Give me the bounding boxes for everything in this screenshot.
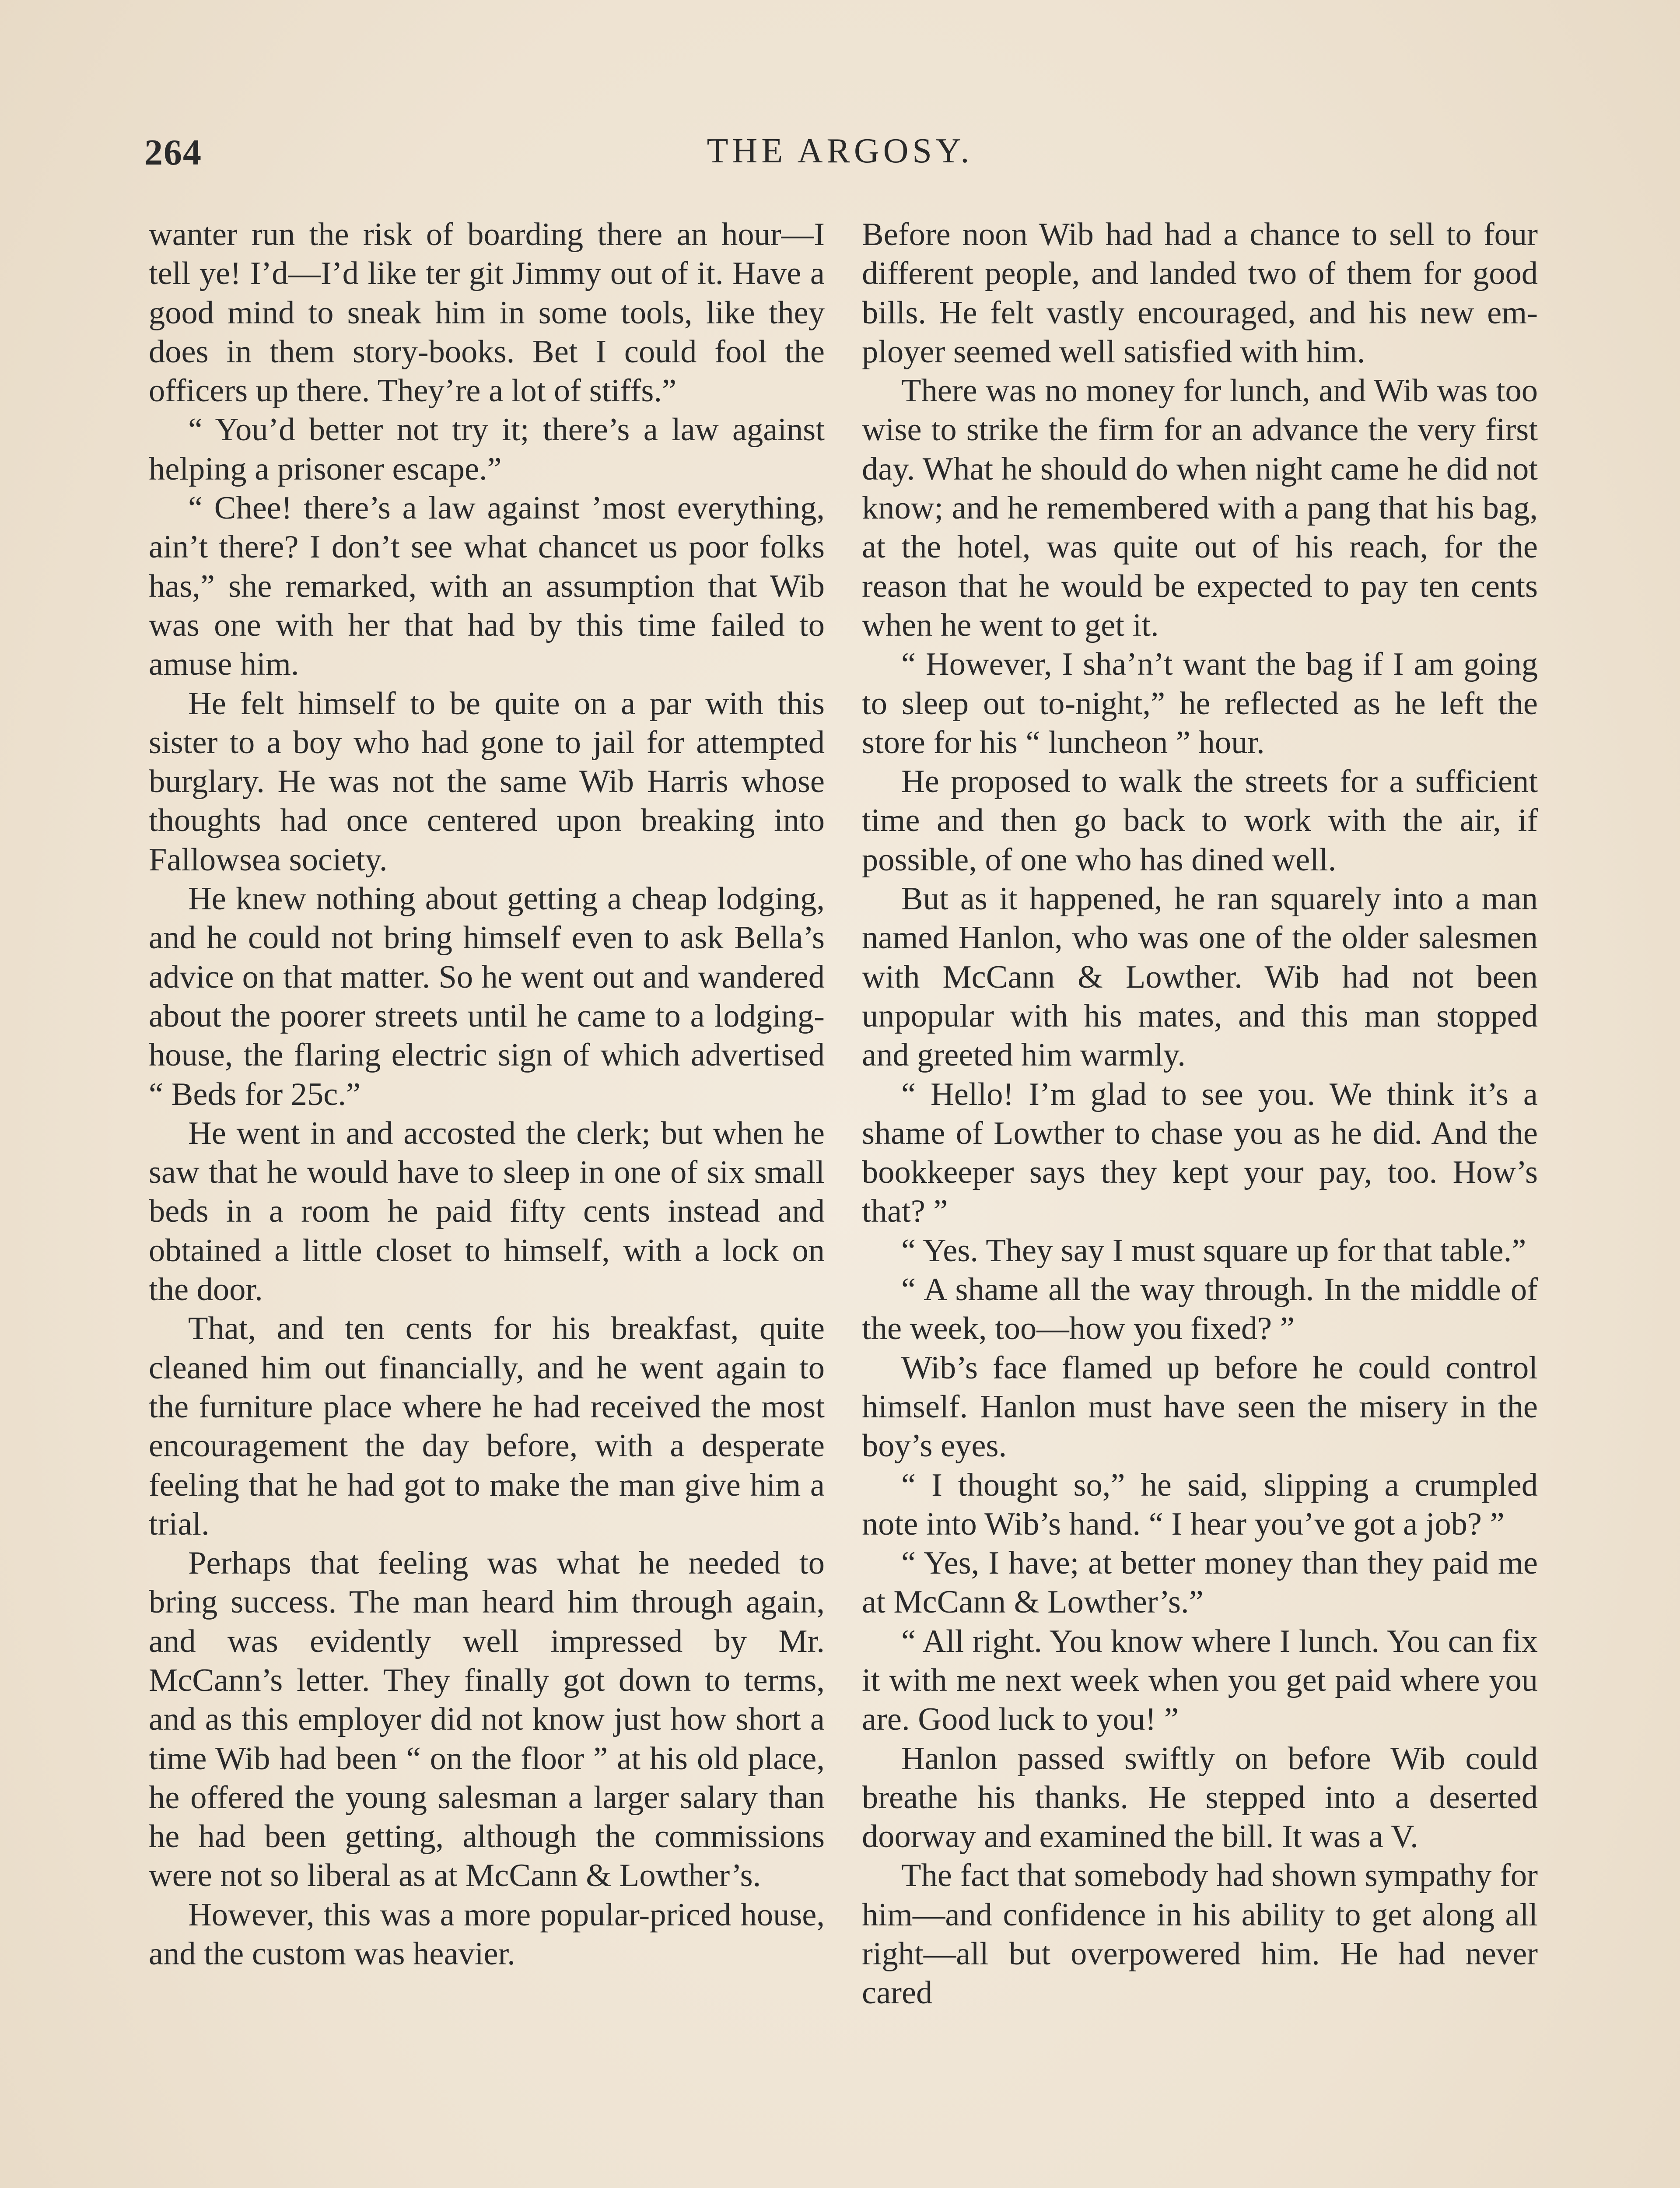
paragraph: Perhaps that feeling was what he needed to bring success. The man heard him through again, and was evidently well impressed by Mr. McCann’s letter. They finally got down to terms, and as this employer did not know just how short a time Wib had been “ on the floor ” at his old place, he offered the young salesman a larger salary than he had been getting, although the commissions were not so liberal as at McCann & Lowther’s. bbox=[149, 1545, 825, 1894]
right-column bbox=[862, 215, 1538, 2013]
paragraph: There was no money for lunch, and Wib was too wise to strike the firm for an advance the very first day. What he should do when night came he did not know; and he remembered with a pang that his bag, at the hotel, was quite out of his reach, for the reason that he would be expected to pay ten cents when he went to get it. bbox=[862, 373, 1538, 643]
paragraph: “ A shame all the way through. In the middle of the week, too—how you fixed? ” bbox=[862, 1272, 1538, 1347]
paragraph: “ You’d better not try it; there’s a law against helping a prisoner escape.” bbox=[149, 412, 825, 487]
page-header bbox=[144, 131, 1536, 184]
page-number: 264 bbox=[144, 132, 202, 173]
paragraph: He proposed to walk the streets for a sufficient time and then go back to work with the air, if possible, of one who has dined well. bbox=[862, 764, 1538, 878]
paragraph: Hanlon passed swiftly on before Wib could breathe his thanks. He stepped into a deserted doorway and examined the bill. It was a V. bbox=[862, 1740, 1538, 1855]
paragraph: That, and ten cents for his breakfast, quite cleaned him out financially, and he went again to the furniture place where he had received the most encouragement the day before, with a desperate feeling that he had got to make the man give him a trial. bbox=[149, 1311, 825, 1542]
paragraph: Wib’s face flamed up before he could control himself. Hanlon must have seen the misery in the boy’s eyes. bbox=[862, 1350, 1538, 1464]
paragraph: “ Hello! I’m glad to see you. We think it’s a shame of Lowther to chase you as he did. And the bookkeeper says they kept your pay, too. How’s that? ” bbox=[862, 1076, 1538, 1230]
paragraph: However, this was a more popular-priced house, and the custom was heavier. bbox=[149, 1897, 825, 1972]
paragraph: “ However, I sha’n’t want the bag if I am going to sleep out to-night,” he reflected as he left the store for his “ luncheon ” hour. bbox=[862, 646, 1538, 761]
paragraph: The fact that somebody had shown sympathy for him—and confidence in his ability to get along all right—all but overpowered him. He had never cared bbox=[862, 1858, 1538, 2011]
paragraph: Before noon Wib had had a chance to sell to four different people, and landed two of them for good bills. He felt vastly encouraged, and his new employer seemed well satisfied with him. bbox=[862, 217, 1538, 370]
paragraph: He went in and accosted the clerk; but when he saw that he would have to sleep in one of six small beds in a room he paid fifty cents instead and obtained a little closet to himself, with a lock on the door. bbox=[149, 1115, 825, 1308]
paragraph: He knew nothing about getting a cheap lodging, and he could not bring himself even to ask Bella’s advice on that matter. So he went out and wandered about the poorer streets until he came to a lodging-house, the flaring electric sign of which advertised “ Beds for 25c.” bbox=[149, 881, 825, 1112]
paragraph: But as it happened, he ran squarely into a man named Hanlon, who was one of the older salesmen with McCann & Lowther. Wib had not been unpopular with his mates, and this man stopped and greeted him warmly. bbox=[862, 881, 1538, 1073]
left-column bbox=[149, 215, 825, 1974]
paragraph: “ I thought so,” he said, slipping a crumpled note into Wib’s hand. “ I hear you’ve got a job? ” bbox=[862, 1467, 1538, 1542]
paragraph: wanter run the risk of boarding there an hour—I tell ye! I’d—I’d like ter git Jimmy out of it. Have a good mind to sneak him in some tools, like they does in them story-books. Bet I could fool the officers up there. They’re a lot of stiffs.” bbox=[149, 217, 825, 409]
paragraph: “ Yes, I have; at better money than they paid me at McCann & Lowther’s.” bbox=[862, 1545, 1538, 1620]
paragraph: “ All right. You know where I lunch. You can fix it with me next week when you get paid where you are. Good luck to you! ” bbox=[862, 1623, 1538, 1738]
running-title: THE ARGOSY. bbox=[707, 132, 973, 170]
paragraph: He felt himself to be quite on a par with this sister to a boy who had gone to jail for attempted burglary. He was not the same Wib Harris whose thoughts had once centered upon breaking into Fallowsea society. bbox=[149, 685, 825, 878]
paragraph: “ Chee! there’s a law against ’most everything, ain’t there? I don’t see what chancet us poor folks has,” she remarked, with an assumption that Wib was one with her that had by this time failed to amuse him. bbox=[149, 490, 825, 683]
paragraph: “ Yes. They say I must square up for that table.” bbox=[901, 1232, 1526, 1269]
